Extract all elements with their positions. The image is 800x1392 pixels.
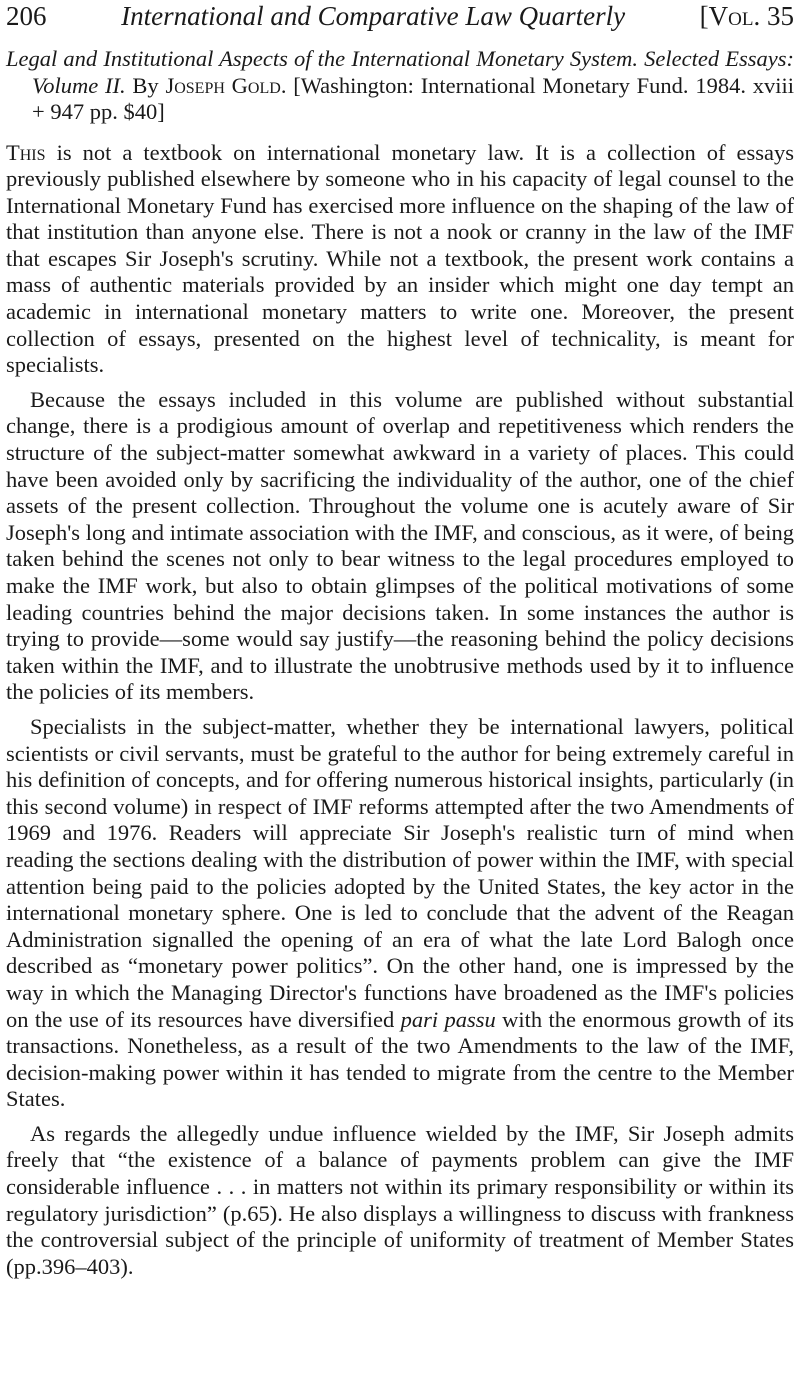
paragraph-3-italic: pari passu	[400, 1006, 496, 1032]
paragraph-2: Because the essays included in this volume are published without substantial change, there is a prodigious amount of overlap and repetitiveness which renders the structure of the subject-matter somewhat awkward in a variety of places. This could have been avoided only by sacrificing the individuality of the author, one of the chief assets of the present collection. Throughout the volume one is acutely aware of Sir Joseph's long and intimate association with the IMF, and conscious, as it were, of being taken behind the scenes not only to bear witness to the legal procedures employed to make the IMF work, but also to obtain glimpses of the political motivations of some leading countries behind the major decisions taken. In some instances the author is trying to provide—some would say justify—the reasoning behind the policy decisions taken within the IMF, and to illustrate the unobtrusive methods used by it to influence the policies of its members.	[6, 386, 794, 705]
book-author: Joseph Gold.	[165, 72, 287, 98]
paragraph-4: As regards the allegedly undue influence wielded by the IMF, Sir Joseph admits freely that “the existence of a balance of payments problem can give the IMF considerable influence . . . in matters not within its primary responsibility or within its regulatory jurisdiction” (p.65). He also displays a willingness to discuss with frankness the controversial subject of the principle of uniformity of treatment of Member States (pp.396–403).	[6, 1120, 794, 1279]
paragraph-1	[6, 140, 794, 379]
review-body	[6, 140, 794, 1281]
paragraph-3	[6, 714, 794, 1113]
paragraph-3-text-b: with the enormous growth of its transactions. Nonetheless, as a result of the two Amendments to the law of the IMF, decision-making power within it has tended to migrate from the centre to the Member States.	[6, 1006, 794, 1112]
paragraph-3-text-a: Specialists in the subject-matter, whether they be international lawyers, political scientists or civil servants, must be grateful to the author for being extremely careful in his definition of concepts, and for offering numerous historical insights, particularly (in this second volume) in respect of IMF reforms attempted after the two Amendments of 1969 and 1976. Readers will appreciate Sir Joseph's realistic turn of mind when reading the sections dealing with the distribution of power within the IMF, with special attention being paid to the policies adopted by the United States, the key actor in the international monetary sphere. One is led to conclude that the advent of the Reagan Administration signalled the opening of an era of what the late Lord Balogh once described as “monetary power politics”. On the other hand, one is impressed by the way in which the Managing Director's functions have broadened as the IMF's policies on the use of its resources have diversified	[6, 713, 794, 1032]
book-review-heading	[6, 46, 794, 126]
journal-title: International and Comparative Law Quarterly	[121, 1, 626, 31]
by-label: By	[132, 72, 159, 98]
paragraph-1-text: is not a textbook on international monetary law. It is a collection of essays previously published elsewhere by someone who in his capacity of legal counsel to the International Monetary Fund has exercised more influence on the shaping of the law of that institution than anyone else. There is not a nook or cranny in the law of the IMF that escapes Sir Joseph's scrutiny. While not a textbook, the present work contains a mass of authentic materials provided by an insider which might one day tempt an academic in international monetary matters to write one. Moreover, the present collection of essays, presented on the highest level of technicality, is meant for specialists.	[6, 139, 794, 378]
publication-details: [Washington: International Monetary Fund. 1984. xviii + 947 pp. $40]	[32, 72, 794, 124]
page-number: 206	[6, 1, 47, 31]
volume-label: [Vol. 35	[699, 1, 794, 31]
book-title: Legal and Institutional Aspects of the International Monetary System. Selected Essays: Volume II.	[6, 46, 794, 98]
paragraph-1-first-word: This	[6, 139, 46, 165]
running-header	[6, 0, 794, 36]
